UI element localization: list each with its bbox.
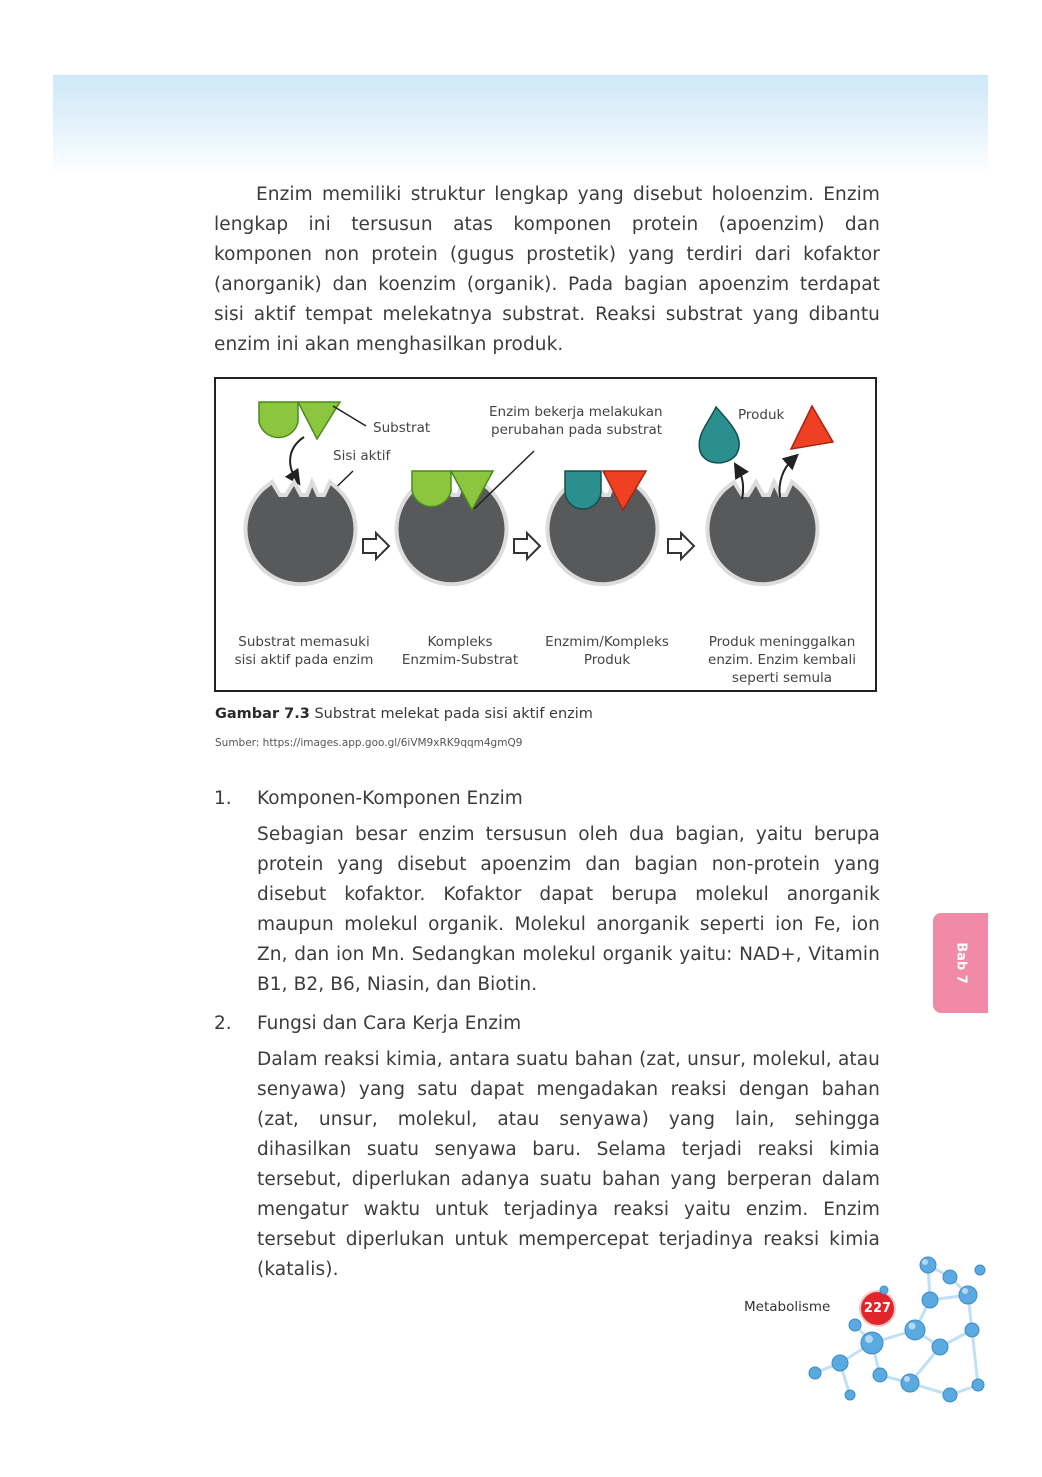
stage3-label-2: Produk	[583, 652, 631, 668]
stage1-label-2: sisi aktif pada enzim	[234, 652, 374, 668]
process-arrow-2	[514, 533, 540, 559]
stage4-label-2: enzim. Enzim kembali	[708, 652, 856, 668]
figure-source: Sumber: https://images.app.goo.gl/6iVM9xRK9qqm4gmQ9	[215, 737, 523, 749]
enzyme-figure	[214, 377, 877, 692]
chapter-tab-label: Bab 7	[953, 942, 968, 984]
stage4-label-1: Produk meninggalkan	[708, 634, 856, 650]
label-enzim-2: perubahan pada substrat	[491, 422, 663, 438]
entry-arrow	[290, 437, 304, 479]
process-arrow-3	[668, 533, 694, 559]
label-substrat: Substrat	[373, 420, 431, 436]
stage4-label-3: seperti semula	[731, 670, 833, 686]
list-body-2: Dalam reaksi kimia, antara suatu bahan (zat, unsur, molekul, atau senyawa) yang satu dapat mengadakan reaksi dengan bahan (zat, unsur, molekul, atau senyawa) yang lain, sehingga dihasilkan suatu senyawa baru. Selama terjadi reaksi kimia tersebut, diperlukan adanya suatu bahan yang berperan dalam mengatur waktu untuk terjadinya reaksi yaitu enzim. Enzim tersebut diperlukan untuk mempercepat terjadinya reaksi kimia (katalis).	[257, 1049, 880, 1280]
substrate-half-circle	[259, 402, 298, 438]
stage2-label-1: Kompleks	[427, 634, 493, 650]
label-enzim-1: Enzim bekerja melakukan	[489, 404, 663, 420]
enzyme-diagram	[216, 379, 879, 694]
released-product-teal	[699, 407, 739, 463]
page-number-badge: 227	[859, 1290, 896, 1327]
figure-caption	[215, 706, 593, 722]
list-body-1: Sebagian besar enzim tersusun oleh dua bagian, yaitu berupa protein yang disebut apoenzim dan bagian non-protein yang disebut kofaktor. Kofaktor dapat berupa molekul anorganik maupun molekul organik. Molekul anorganik seperti ion Fe, ion Zn, dan ion Mn. Sedangkan molekul organik yaitu: NAD+, Vitamin B1, B2, B6, Niasin, dan Biotin.	[257, 824, 880, 995]
enzyme-3	[548, 482, 658, 584]
released-product-red	[791, 406, 833, 449]
chapter-side-tab	[933, 913, 988, 1013]
label-sisi-aktif: Sisi aktif	[333, 448, 391, 464]
label-produk: Produk	[738, 407, 785, 423]
molecule-decoration	[800, 1255, 990, 1405]
list-title-1: Komponen-Komponen Enzim	[257, 788, 523, 809]
caption-label: Gambar 7.3	[215, 706, 310, 722]
substrat-pointer	[333, 406, 366, 426]
enzyme-4	[708, 482, 818, 584]
bound-substrate-half-circle	[412, 471, 451, 507]
footer-chapter-title: Metabolisme	[744, 1299, 831, 1315]
stage2-label-2: Enzmim-Substrat	[401, 652, 519, 668]
bound-product-teal	[565, 471, 601, 509]
intro-paragraph: Enzim memiliki struktur lengkap yang disebut holoenzim. Enzim lengkap ini tersusun atas komponen protein (apoenzim) dan komponen non protein (gugus prostetik) yang terdiri dari kofaktor (anorganik) dan koenzim (organik). Pada bagian apoenzim terdapat sisi aktif tempat melekatnya substrat. Reaksi substrat yang dibantu enzim ini akan menghasilkan produk.	[214, 184, 880, 355]
stage1-label-1: Substrat memasuki	[238, 634, 370, 650]
stage3-label-1: Enzmim/Kompleks	[545, 634, 669, 650]
list-number-1: 1.	[214, 788, 232, 809]
list-title-2: Fungsi dan Cara Kerja Enzim	[257, 1013, 522, 1034]
list-number-2: 2.	[214, 1013, 232, 1034]
process-arrow-1	[363, 533, 389, 559]
caption-text: Substrat melekat pada sisi aktif enzim	[314, 706, 593, 722]
enzyme-1	[246, 482, 356, 584]
substrate-triangle	[298, 402, 340, 439]
header-band	[53, 75, 988, 175]
enzyme-2	[397, 482, 507, 584]
